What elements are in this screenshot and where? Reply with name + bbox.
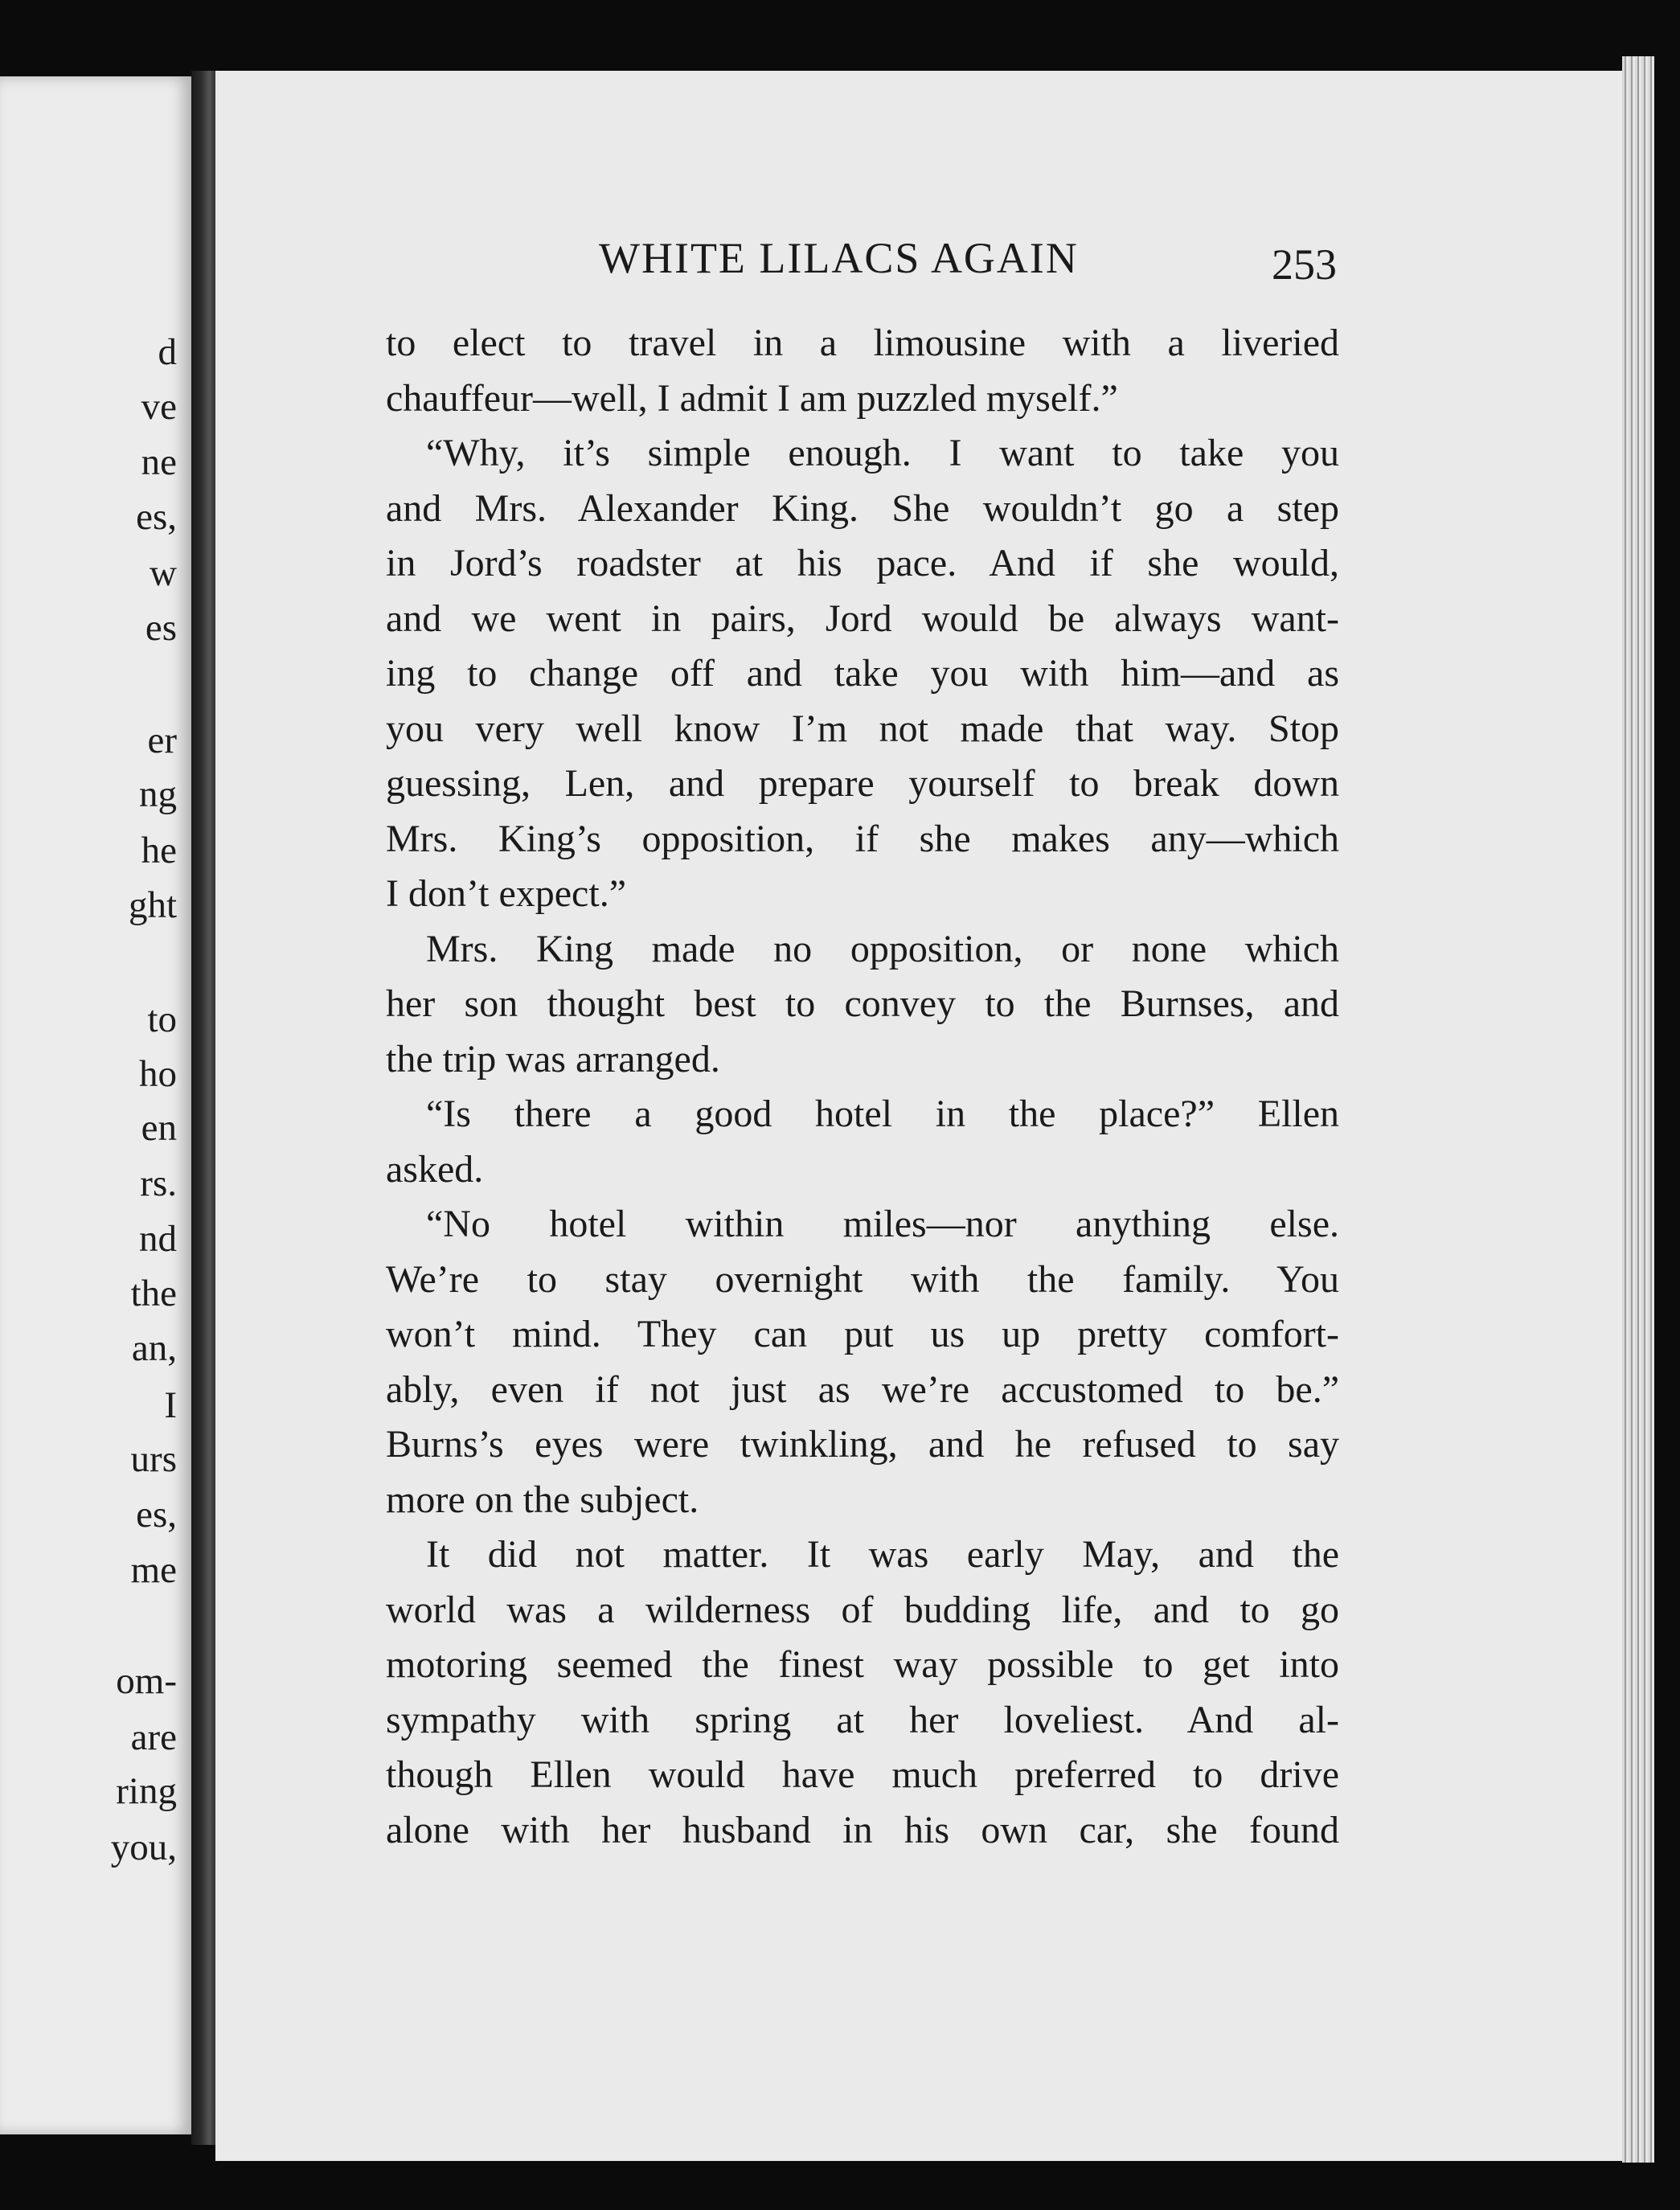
text-line: though Ellen would have much preferred to drive xyxy=(386,1753,1339,1796)
text-line: “Is there a good hotel in the place?” Ellen xyxy=(426,1093,1339,1135)
left-page-fragment: you, xyxy=(110,1827,177,1868)
left-page-fragment: es xyxy=(145,607,177,649)
text-line: Mrs. King made no opposition, or none which xyxy=(426,927,1339,970)
text-line: her son thought best to convey to the Burnses, and xyxy=(386,982,1339,1025)
left-page-fragment: are xyxy=(130,1716,177,1758)
left-page-fragment: urs xyxy=(130,1438,177,1480)
left-page-fragment: es, xyxy=(136,496,177,538)
running-head: WHITE LILACS AGAIN xyxy=(599,234,1079,282)
text-line: ing to change off and take you with him—and as xyxy=(386,652,1339,695)
text-line: you very well know I’m not made that way. Stop xyxy=(386,707,1339,750)
text-line: “Why, it’s simple enough. I want to take you xyxy=(426,432,1339,474)
left-page-fragment: rs. xyxy=(140,1162,177,1204)
left-page-edge xyxy=(0,76,191,2134)
text-line: motoring seemed the finest way possible to get into xyxy=(386,1643,1339,1686)
text-line: more on the subject. xyxy=(386,1478,699,1521)
text-line: and Mrs. Alexander King. She wouldn’t go a step xyxy=(386,486,1339,530)
left-page-fragment: d xyxy=(158,331,177,373)
text-line: guessing, Len, and prepare yourself to break down xyxy=(386,762,1339,805)
left-page-fragment: to xyxy=(147,998,177,1040)
text-line: We’re to stay overnight with the family. You xyxy=(386,1257,1339,1301)
left-page-fragment: en xyxy=(141,1107,177,1149)
text-line: world was a wilderness of budding life, and to go xyxy=(386,1588,1339,1631)
book-gutter xyxy=(191,71,217,2145)
text-line: alone with her husband in his own car, she found xyxy=(386,1808,1339,1851)
left-page-fragment: I xyxy=(164,1384,177,1426)
text-line: ably, even if not just as we’re accustomed to be.” xyxy=(386,1367,1339,1411)
left-page-fragment: om- xyxy=(116,1660,177,1702)
text-line: in Jord’s roadster at his pace. And if she would, xyxy=(386,542,1339,584)
left-page-fragment: nd xyxy=(139,1218,177,1260)
text-line: It did not matter. It was early May, and the xyxy=(426,1533,1339,1576)
left-page-fragment: the xyxy=(130,1273,177,1314)
text-line: Burns’s eyes were twinkling, and he refused to say xyxy=(386,1423,1339,1466)
left-page-fragment: ng xyxy=(139,773,177,815)
text-line: the trip was arranged. xyxy=(386,1037,720,1080)
text-line: Mrs. King’s opposition, if she makes any—which xyxy=(386,817,1339,860)
left-page-fragment: ring xyxy=(116,1770,177,1812)
text-line: won’t mind. They can put us up pretty comfort- xyxy=(386,1313,1339,1355)
left-page-fragment: an, xyxy=(131,1327,177,1369)
left-page-fragment: ho xyxy=(139,1053,177,1095)
left-page-fragment: w xyxy=(150,552,177,594)
left-page-fragment: ne xyxy=(141,441,177,483)
text-line: sympathy with spring at her loveliest. And al- xyxy=(386,1698,1339,1741)
left-page-fragment: ght xyxy=(128,884,177,926)
text-line: I don’t expect.” xyxy=(386,872,626,915)
left-page-fragment: me xyxy=(130,1549,177,1591)
left-page-fragment: ve xyxy=(141,386,177,428)
body-text xyxy=(386,316,1339,1858)
text-line: “No hotel within miles—nor anything else. xyxy=(426,1203,1339,1245)
left-page-fragment: he xyxy=(141,830,177,871)
text-line: asked. xyxy=(386,1147,484,1191)
page-stack-edge xyxy=(1622,56,1654,2163)
page-number: 253 xyxy=(1272,240,1337,289)
left-page-fragment: er xyxy=(147,720,177,761)
left-page-fragment: es, xyxy=(136,1494,177,1536)
text-line: to elect to travel in a limousine with a liveried xyxy=(386,322,1339,364)
text-line: and we went in pairs, Jord would be always want- xyxy=(386,597,1339,640)
text-line: chauffeur—well, I admit I am puzzled myself.” xyxy=(386,376,1118,420)
